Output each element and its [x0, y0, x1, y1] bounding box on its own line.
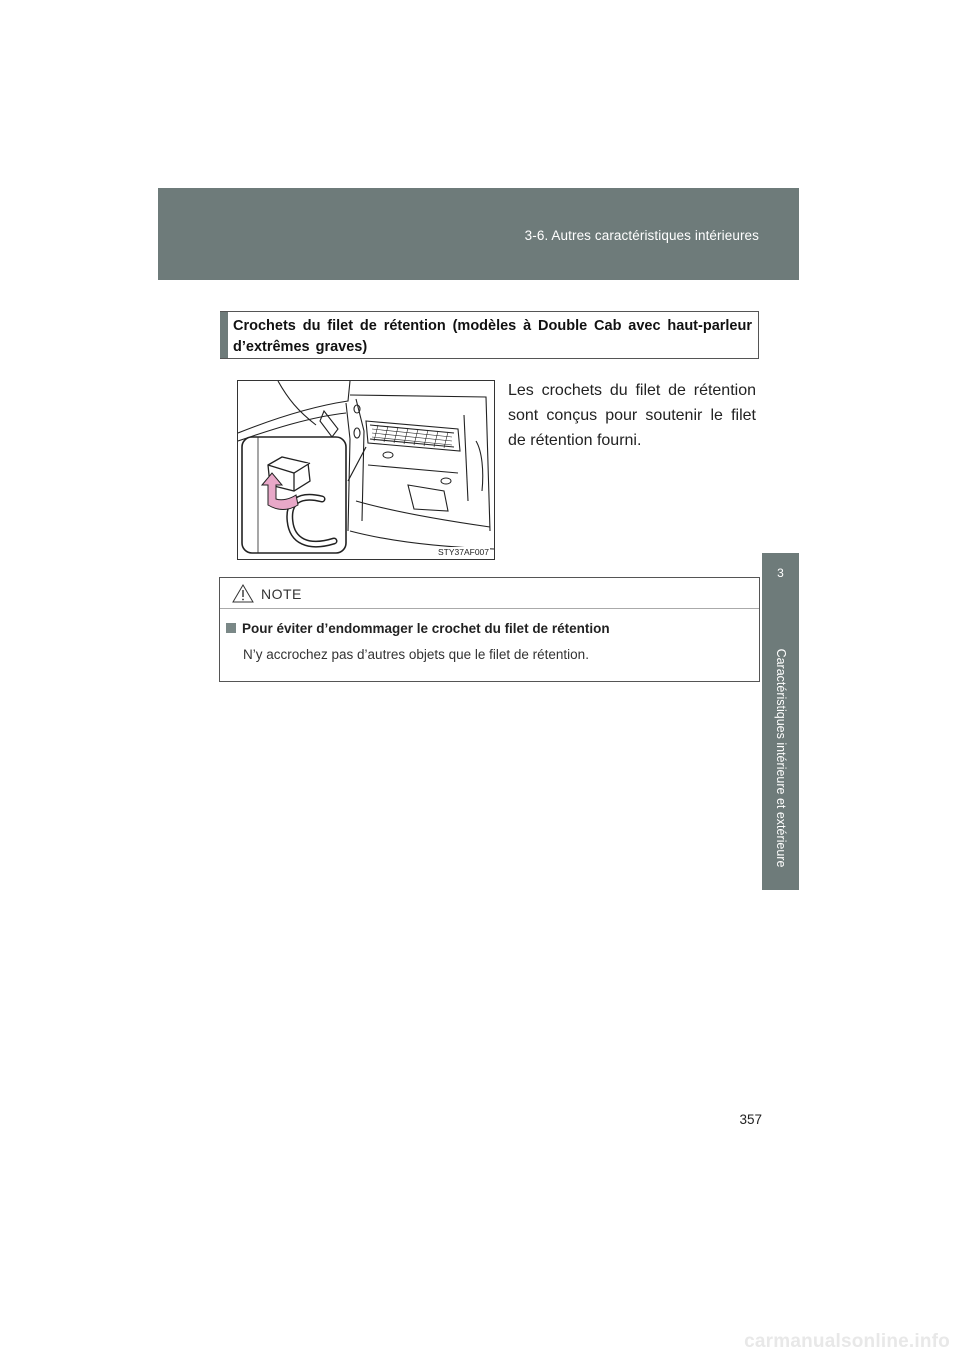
note-text: N’y accrochez pas d’autres objets que le filet de rétention. — [243, 647, 589, 662]
note-header — [220, 578, 759, 609]
watermark: carmanualsonline.info — [744, 1331, 950, 1352]
chapter-number: 3 — [777, 566, 784, 580]
chapter-title-text: Caractéristiques intérieure et extérieure — [773, 648, 788, 868]
page-number: 357 — [739, 1112, 762, 1127]
section-heading: Crochets du filet de rétention (modèles à Double Cab avec haut-parleur d’extrêmes graves) — [233, 318, 752, 355]
warning-triangle-icon — [232, 584, 254, 603]
section-heading-box — [220, 311, 759, 359]
retention-hook-illustration — [238, 381, 494, 559]
chapter-title — [773, 630, 788, 886]
note-title: NOTE — [261, 586, 302, 602]
bullet-square-icon — [226, 623, 236, 633]
heading-accent-bar — [220, 312, 228, 358]
section-title: 3-6. Autres caractéristiques intérieures — [524, 228, 759, 243]
figure-code: STY37AF007 — [437, 547, 489, 557]
note-subheading-text: Pour éviter d’endommager le crochet du filet de rétention — [242, 621, 610, 636]
header-band — [158, 188, 799, 280]
note-box — [219, 577, 760, 682]
section-body-text: Les crochets du filet de rétention sont conçus pour soutenir le filet de rétention fourni. — [508, 382, 756, 449]
note-subheading — [226, 621, 610, 636]
illustration-figure — [237, 380, 495, 560]
